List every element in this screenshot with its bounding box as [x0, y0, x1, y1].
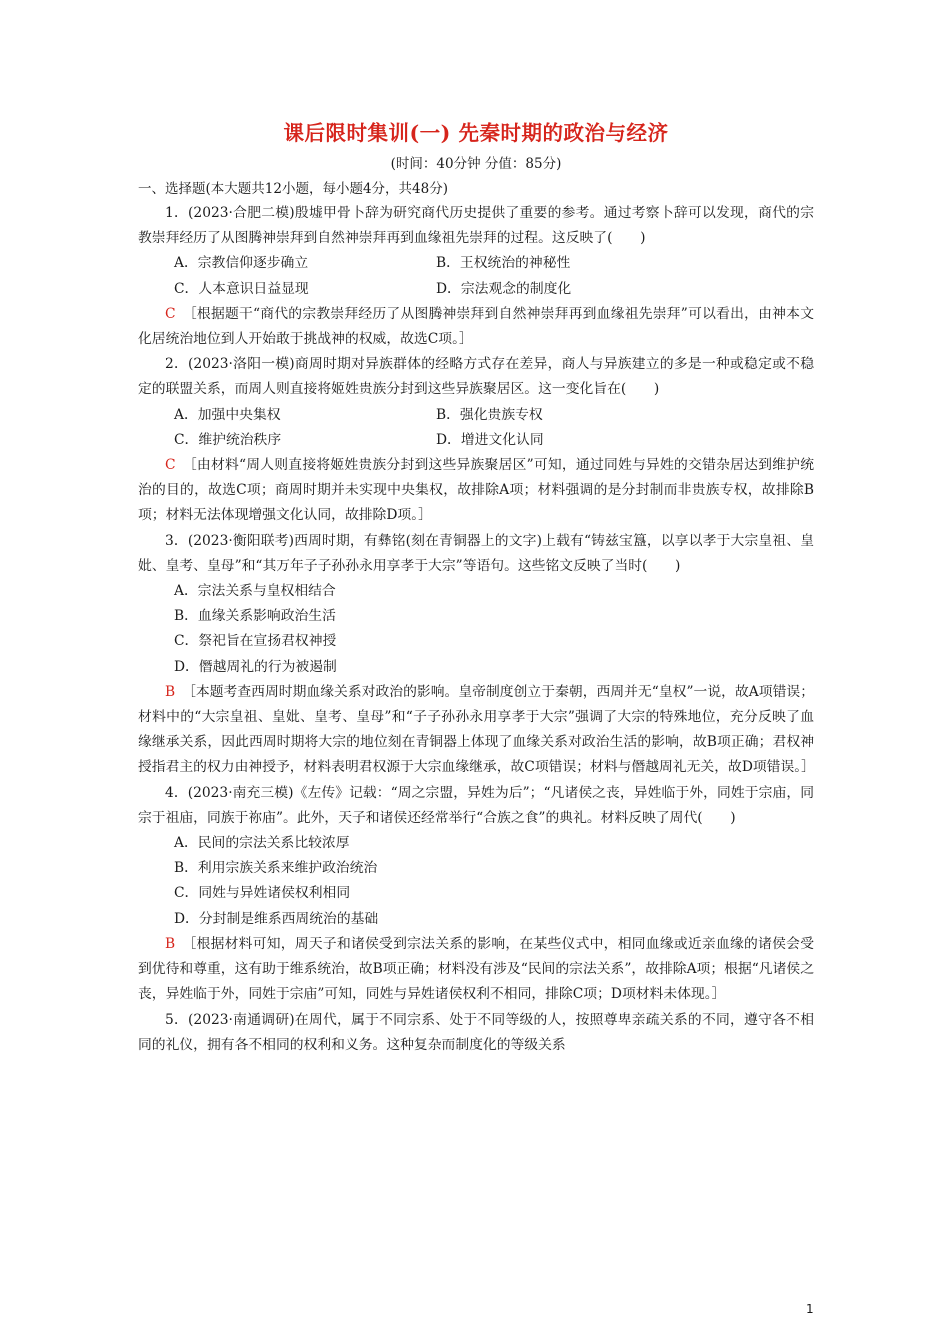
question-stem: 3．(2023·衡阳联考)西周时期，有彝铭(刻在青铜器上的文字)上载有“铸兹宝簋，以享以孝于大宗皇祖、皇妣、皇考、皇母”和“其万年子子孙孙永用享孝于大宗”等语句。这些铭文反映了当时( ) [138, 532, 814, 574]
option-a: A．加强中央集权 [174, 406, 281, 423]
option-b: B．强化贵族专权 [436, 406, 543, 423]
answer-letter: B [165, 683, 176, 700]
option-d: D．增进文化认同 [436, 431, 544, 448]
analysis-text: ［由材料“周人则直接将姬姓贵族分封到这些异族聚居区”可知，通过同姓与异姓的交错杂居达到维护统治的目的，故选C项；商周时期并未实现中央集权，故排除A项；材料强调的是分封制而非贵族专权，故排除B项；材料无法体现增强文化认同，故排除D项。］ [138, 457, 814, 524]
analysis-text: ［根据材料可知，周天子和诸侯受到宗法关系的影响，在某些仪式中，相同血缘或近亲血缘的诸侯会受到优待和尊重，这有助于维系统治，故B项正确；材料没有涉及“民间的宗法关系”，故排除A项；根据“凡诸侯之丧，异姓临于外，同姓于宗庙”可知，同姓与异姓诸侯权利不相同，排除C项；D项材料未体现。］ [138, 935, 814, 1003]
answer-analysis [138, 932, 814, 1008]
options-grid [138, 251, 814, 301]
analysis-text: ［根据题干“商代的宗教崇拜经历了从图腾神崇拜到自然神崇拜再到血缘祖先崇拜”可以看出，由神本文化居统治地位到人开始敢于挑战神的权威，故选C项。］ [138, 305, 814, 348]
option-c: C．人本意识日益显现 [174, 280, 309, 297]
analysis-text: ［本题考查西周时期血缘关系对政治的影响。皇帝制度创立于秦朝，西周并无“皇权”一说，故A项错误；材料中的“大宗皇祖、皇妣、皇考、皇母”和“子子孙孙永用享孝于大宗”强调了大宗的特殊地位，充分反映了血缘继承关系，因此西周时期将大宗的地位刻在青铜器上体现了血缘关系对政治生活的影响，故B项正确；君权神授指君主的权力由神授予，材料表明君权源于大宗血缘继承，故C项错误；材料与僭越周礼无关，故D项错误。］ [138, 683, 815, 776]
question-stem: 1．(2023·合肥二模)殷墟甲骨卜辞为研究商代历史提供了重要的参考。通过考察卜辞可以发现，商代的宗教崇拜经历了从图腾神崇拜到自然神崇拜再到血缘祖先崇拜的过程。这反映了( ) [138, 205, 814, 247]
answer-letter: B [165, 935, 176, 952]
time-score-info: (时间：40分钟 分值：85分) [390, 156, 562, 172]
option-a: A．民间的宗法关系比较浓厚 [174, 835, 350, 852]
option-c: C．同姓与异姓诸侯权利相同 [174, 885, 351, 902]
question-stem: 2．(2023·洛阳一模)商周时期对异族群体的经略方式存在差异，商人与异族建立的多是一种或稳定或不稳定的联盟关系，而周人则直接将姬姓贵族分封到这些异族聚居区。这一变化旨在( ) [138, 356, 814, 398]
option-d: D．僭越周礼的行为被遏制 [174, 658, 337, 675]
option-a: A．宗法关系与皇权相结合 [174, 583, 336, 600]
page-title: 课后限时集训(一) 先秦时期的政治与经济 [283, 121, 669, 145]
answer-analysis [138, 302, 814, 352]
answer-letter: C [165, 305, 176, 322]
option-c: C．祭祀旨在宣扬君权神授 [174, 633, 337, 650]
option-c: C．维护统治秩序 [174, 431, 282, 448]
options-grid [138, 403, 814, 453]
option-b: B．血缘关系影响政治生活 [174, 608, 336, 625]
option-d: D．宗法观念的制度化 [436, 280, 572, 297]
option-b: B．王权统治的神秘性 [436, 255, 571, 272]
content-area [138, 118, 814, 1058]
question-stem: 4．(2023·南充三模)《左传》记载：“周之宗盟，异姓为后”；“凡诸侯之丧，异姓临于外，同姓于宗庙，同宗于祖庙，同族于祢庙”。此外，天子和诸侯还经常举行“合族之食”的典礼。材料反映了周代( ) [138, 784, 814, 826]
section-heading: 一、选择题(本大题共12小题，每小题4分，共48分) [138, 181, 448, 197]
page-number: 1 [806, 1302, 814, 1316]
option-b: B．利用宗族关系来维护政治统治 [174, 860, 378, 877]
question-stem: 5．(2023·南通调研)在周代，属于不同宗系、处于不同等级的人，按照尊卑亲疏关系的不同，遵守各不相同的礼仪，拥有各不相同的权利和义务。这种复杂而制度化的等级关系 [138, 1011, 814, 1053]
answer-analysis [138, 453, 814, 529]
option-a: A．宗教信仰逐步确立 [174, 255, 309, 272]
answer-letter: C [165, 457, 176, 474]
answer-analysis [138, 680, 814, 781]
option-d: D．分封制是维系西周统治的基础 [174, 910, 379, 927]
